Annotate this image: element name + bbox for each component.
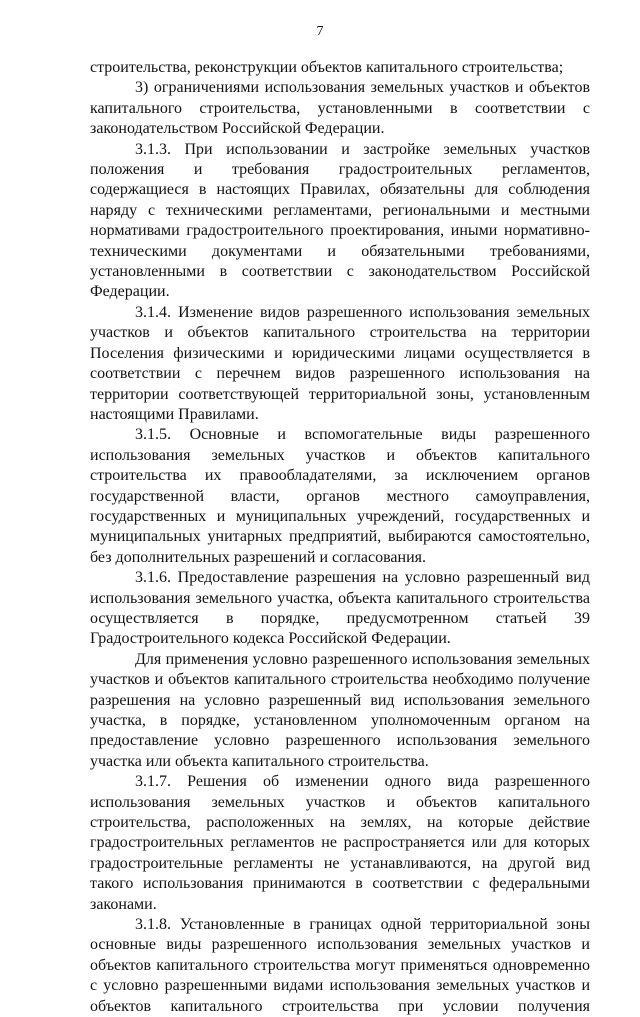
- paragraph: 3.1.4. Изменение видов разрешенного использования земельных участков и объектов капитального строительства на территории Поселения физическими и юридическими лицами осуществляется в соответствии с перечнем видов разрешенного использования на территории соответствующей территориальной зоны, установленным настоящими Правилами.: [90, 303, 590, 423]
- paragraph: строительства, реконструкции объектов капитального строительства;: [90, 59, 564, 76]
- paragraph: 3.1.8. Установленные в границах одной территориальной зоны основные виды разрешенного использования земельных участков и объектов капитального строительства могут применяться одновременно с условно разрешенными видами использования земельных участков и объектов капитального строительства при условии получения: [90, 916, 590, 1015]
- paragraph: Для применения условно разрешенного использования земельных участков и объектов капитального строительства необходимо получение разрешения на условно разрешенный вид использования земельного участка, в порядке, установленном уполномоченным органом на предоставление условно разрешенного использования земельного участка или объекта капитального строительства.: [90, 650, 590, 770]
- paragraph: 3.1.7. Решения об изменении одного вида разрешенного использования земельных участков и объектов капитального строительства, расположенных на землях, на которые действие градостроительных регламентов не распространяется или для которых градостроительные регламенты не устанавливаются, на другой вид такого использования принимаются в соответствии с федеральными законами.: [90, 773, 590, 913]
- paragraph: 3.1.5. Основные и вспомогательные виды разрешенного использования земельных участков и объектов капитального строительства их правообладателями, за исключением органов государственной власти, органов местного самоуправления, государственных и муниципальных учреждений, государственных и муниципальных унитарных предприятий, выбираются самостоятельно, без дополнительных разрешений и согласования.: [90, 426, 590, 566]
- document-body: [90, 58, 590, 1017]
- paragraph: 3.1.6. Предоставление разрешения на условно разрешенный вид использования земельного участка, объекта капитального строительства осуществляется в порядке, предусмотренном статьей 39 Градостроительного кодекса Российской Федерации.: [90, 569, 590, 648]
- paragraph: 3) ограничениями использования земельных участков и объектов капитального строительства, установленными в соответствии с законодательством Российской Федерации.: [90, 79, 590, 138]
- paragraph: 3.1.3. При использовании и застройке земельных участков положения и требования градостроительных регламентов, содержащиеся в настоящих Правилах, обязательны для соблюдения наряду с техническими регламентами, региональными и местными нормативами градостроительного проектирования, иными нормативно-техническими документами и обязательными требованиями, установленными в соответствии с законодательством Российской Федерации.: [90, 140, 590, 301]
- page-number: 7: [316, 24, 324, 39]
